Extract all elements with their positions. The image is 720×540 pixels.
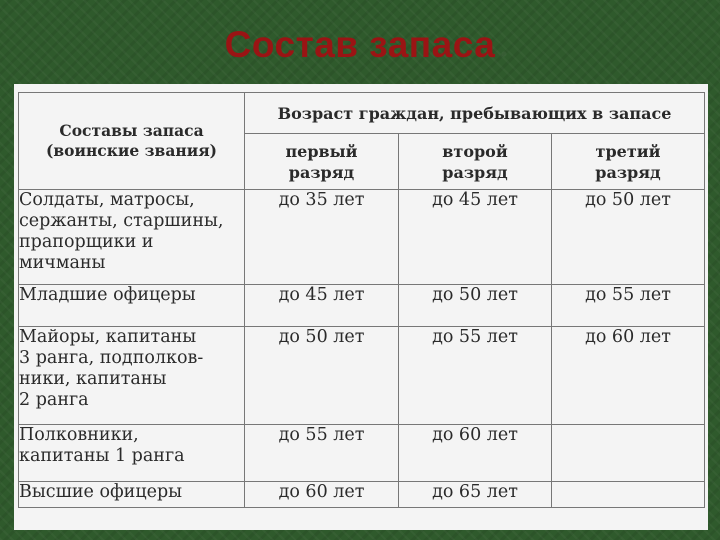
age-cell: до 45 лет <box>245 285 399 327</box>
age-cell: до 35 лет <box>245 190 399 285</box>
age-cell: до 60 лет <box>399 425 552 482</box>
header-line: (воинские звания) <box>46 141 217 160</box>
header-category-3: третий разряд <box>552 134 705 190</box>
table-sheet <box>14 84 708 530</box>
age-cell: до 60 лет <box>552 327 705 425</box>
rank-cell: Майоры, капитаны 3 ранга, подполков- ники, капитаны 2 ранга <box>19 327 245 425</box>
header-category-1: первый разряд <box>245 134 399 190</box>
header-line: Составы запаса <box>59 121 204 140</box>
rank-cell: Высшие офицеры <box>19 482 245 508</box>
reserve-composition-table <box>18 92 705 508</box>
rank-cell: Младшие офицеры <box>19 285 245 327</box>
table-row <box>19 285 705 327</box>
table-header-row <box>19 93 705 134</box>
age-cell: до 55 лет <box>245 425 399 482</box>
table-row <box>19 190 705 285</box>
header-category-2: второй разряд <box>399 134 552 190</box>
table-row <box>19 327 705 425</box>
slide-title: Состав запаса <box>224 24 496 65</box>
age-cell: до 60 лет <box>245 482 399 508</box>
rank-cell: Полковники, капитаны 1 ранга <box>19 425 245 482</box>
header-citizens-age: Возраст граждан, пребывающих в запасе <box>245 93 705 134</box>
age-cell: до 55 лет <box>552 285 705 327</box>
age-cell: до 50 лет <box>552 190 705 285</box>
age-cell: до 50 лет <box>399 285 552 327</box>
age-cell: до 55 лет <box>399 327 552 425</box>
age-cell: до 50 лет <box>245 327 399 425</box>
age-cell: до 45 лет <box>399 190 552 285</box>
age-cell: до 65 лет <box>399 482 552 508</box>
rank-cell: Солдаты, матросы, сержанты, старшины, прапорщики и мичманы <box>19 190 245 285</box>
age-cell <box>552 482 705 508</box>
age-cell <box>552 425 705 482</box>
table-row <box>19 482 705 508</box>
table-row <box>19 425 705 482</box>
header-reserve-composition <box>19 93 245 190</box>
